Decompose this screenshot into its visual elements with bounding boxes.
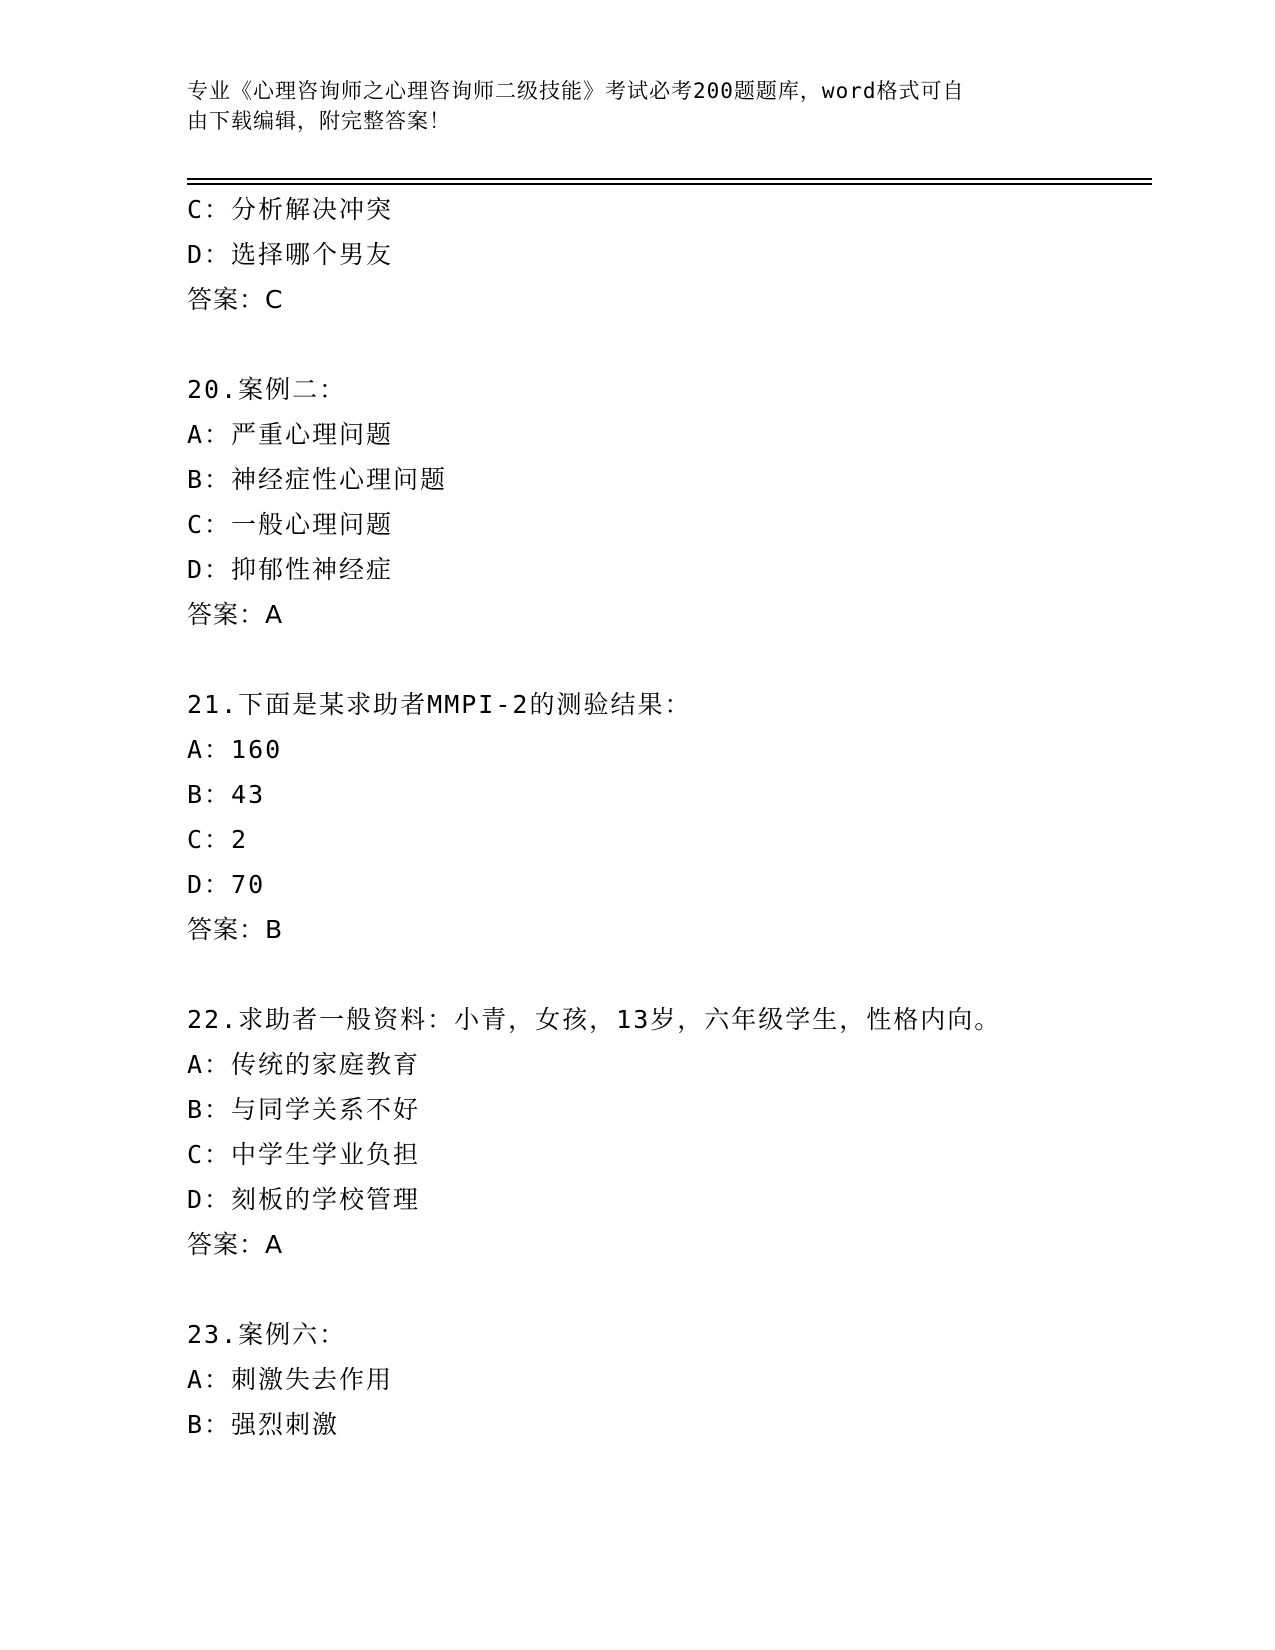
question-23: 23.案例六：	[187, 1320, 347, 1349]
option-a: A：传统的家庭教育	[187, 1050, 421, 1079]
option-c: C：2	[187, 825, 249, 854]
answer-line: 答案：A	[187, 600, 284, 629]
header-divider-bottom	[187, 183, 1152, 185]
option-a: A：严重心理问题	[187, 420, 394, 449]
option-a: A：刺激失去作用	[187, 1365, 394, 1394]
document-header	[187, 76, 1067, 136]
option-b: B：与同学关系不好	[187, 1095, 421, 1124]
option-c: C：分析解决冲突	[187, 195, 394, 224]
option-b: B：强烈刺激	[187, 1410, 340, 1439]
option-b: B：神经症性心理问题	[187, 465, 448, 494]
question-21: 21.下面是某求助者MMPI-2的测验结果：	[187, 690, 692, 719]
answer-line: 答案：B	[187, 915, 284, 944]
option-d: D：抑郁性神经症	[187, 555, 394, 584]
option-d: D：70	[187, 870, 266, 899]
option-c: C：中学生学业负担	[187, 1140, 421, 1169]
header-line-1: 专业《心理咨询师之心理咨询师二级技能》考试必考200题题库，word格式可自	[187, 79, 965, 103]
option-d: D：选择哪个男友	[187, 240, 394, 269]
option-d: D：刻板的学校管理	[187, 1185, 421, 1214]
answer-line: 答案：C	[187, 285, 284, 314]
question-22: 22.求助者一般资料：小青，女孩，13岁，六年级学生，性格内向。	[187, 1005, 1002, 1034]
header-divider-top	[187, 178, 1152, 180]
option-b: B：43	[187, 780, 266, 809]
answer-line: 答案：A	[187, 1230, 284, 1259]
header-line-2: 由下载编辑，附完整答案！	[187, 109, 451, 133]
option-a: A：160	[187, 735, 283, 764]
question-20: 20.案例二：	[187, 375, 347, 404]
option-c: C：一般心理问题	[187, 510, 394, 539]
